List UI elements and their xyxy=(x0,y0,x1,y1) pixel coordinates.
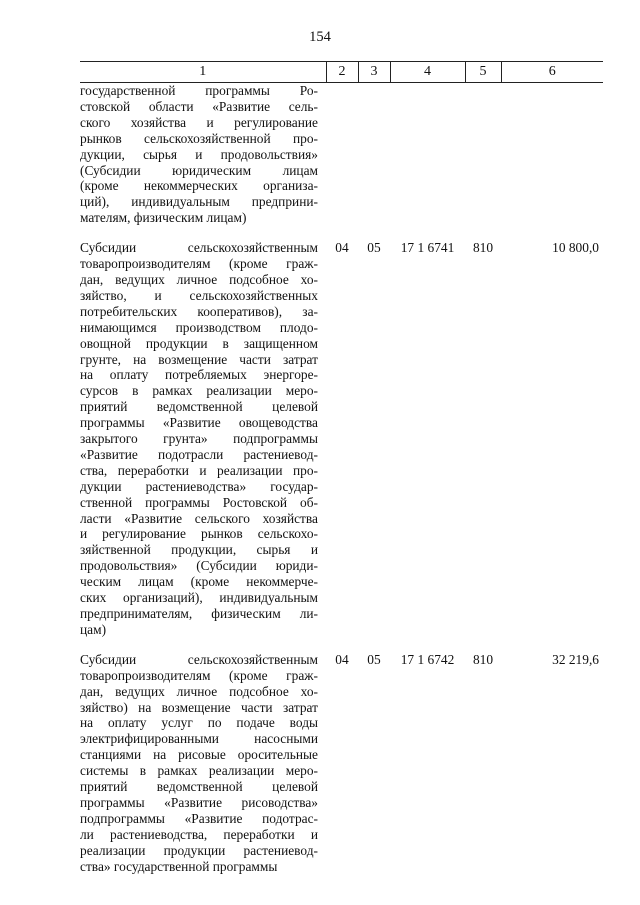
description-line: стовской области «Развитие сель- xyxy=(80,98,318,114)
header-row xyxy=(80,62,603,83)
description-line: ства» государственной программы xyxy=(80,858,278,874)
description-line: ческим лицам (кроме некоммерче- xyxy=(80,574,318,590)
column-header: 5 xyxy=(465,62,501,83)
description-line: зяйство, и сельскохозяйственных xyxy=(80,287,318,303)
description-line: государственной программы Ро- xyxy=(80,83,318,98)
amount-value: 10 800,0 xyxy=(552,240,599,256)
expense-type-code: 810 xyxy=(472,240,494,256)
description-line: грунте, на возмещение части затрат xyxy=(80,351,318,367)
subsection-code: 05 xyxy=(367,651,381,667)
column-header: 1 xyxy=(80,62,326,83)
page-number: 154 xyxy=(309,29,331,45)
description-line: сурсов в рамках реализации меро- xyxy=(80,383,318,399)
description-line: ласти «Развитие сельского хозяйства xyxy=(80,510,318,526)
description-line: потребительских кооперативов), за- xyxy=(80,303,318,319)
description-line: дан, ведущих личное подсобное хо- xyxy=(80,271,318,287)
subsection-code: 05 xyxy=(367,240,381,256)
target-article-code: 17 1 6742 xyxy=(400,651,455,667)
description-line: приятий ведомственной целевой xyxy=(80,399,318,415)
description-line: дукции, сырья и продовольствия» xyxy=(80,146,318,162)
description-line: ли растениеводства, переработки и xyxy=(80,826,318,842)
table-row xyxy=(80,226,603,638)
row-description xyxy=(80,83,326,227)
row-description xyxy=(80,638,326,875)
description-line: «Развитие подотрасли растениевод- xyxy=(80,446,318,462)
column-header: 4 xyxy=(390,62,465,83)
description-line: программы «Развитие овощеводства xyxy=(80,415,318,431)
description-line: программы «Развитие рисоводства» xyxy=(80,794,318,810)
description-line: предпринимателям, физическим ли- xyxy=(80,606,318,621)
column-header: 3 xyxy=(358,62,390,83)
description-line: ских организаций), индивидуальным xyxy=(80,590,318,606)
section-code: 04 xyxy=(335,651,349,667)
budget-table xyxy=(80,61,603,875)
column-header: 6 xyxy=(501,62,603,83)
description-line: закрытого грунта» подпрограммы xyxy=(80,431,318,447)
description-line: дан, ведущих личное подсобное хо- xyxy=(80,683,318,699)
description-line: продовольствия» (Субсидии юриди- xyxy=(80,558,318,574)
description-line: нимающимся производством плодо- xyxy=(80,319,318,335)
description-line: системы в рамках реализации меро- xyxy=(80,763,318,779)
description-line: Субсидии сельскохозяйственным xyxy=(80,240,318,256)
amount-value xyxy=(501,83,603,227)
table-row xyxy=(80,638,603,875)
description-line: электрифицированными насосными xyxy=(80,731,318,747)
description-line: станциями на рисовые оросительные xyxy=(80,747,318,763)
description-line: приятий ведомственной целевой xyxy=(80,779,318,795)
description-line: ства, переработки и реализации про- xyxy=(80,462,318,478)
description-line: (Субсидии юридическим лицам xyxy=(80,162,318,178)
column-header: 2 xyxy=(326,62,358,83)
description-line: мателям, физическим лицам) xyxy=(80,210,247,226)
description-line: на оплату потребляемых энергоре- xyxy=(80,367,318,383)
table-row xyxy=(80,83,603,227)
description-line: товаропроизводителям (кроме граж- xyxy=(80,667,318,683)
description-line: товаропроизводителям (кроме граж- xyxy=(80,256,318,272)
section-code: 04 xyxy=(335,240,349,256)
description-line: ственной программы Ростовской об- xyxy=(80,494,318,510)
amount-value: 32 219,6 xyxy=(552,651,599,667)
description-line: рынков сельскохозяйственной про- xyxy=(80,130,318,146)
expense-type-code: 810 xyxy=(472,651,494,667)
section-code xyxy=(326,83,358,227)
expense-type-code xyxy=(465,83,501,227)
description-line: зяйство) на возмещение части затрат xyxy=(80,699,318,715)
subsection-code xyxy=(358,83,390,227)
description-line: ского хозяйства и регулирование xyxy=(80,114,318,130)
description-line: (кроме некоммерческих организа- xyxy=(80,178,318,194)
description-line: дукции растениеводства» государ- xyxy=(80,478,318,494)
target-article-code: 17 1 6741 xyxy=(400,240,455,256)
description-line: и регулирование рынков сельскохо- xyxy=(80,526,318,542)
description-line: на оплату услуг по подаче воды xyxy=(80,715,318,731)
description-line: ций), индивидуальным предприни- xyxy=(80,194,318,210)
description-line: цам) xyxy=(80,621,107,637)
description-line: Субсидии сельскохозяйственным xyxy=(80,651,318,667)
description-line: овощной продукции в защищенном xyxy=(80,335,318,351)
description-line: реализации продукции растениевод- xyxy=(80,842,318,858)
row-description xyxy=(80,226,326,638)
description-line: подпрограммы «Развитие подотрас- xyxy=(80,810,318,826)
description-line: зяйственной продукции, сырья и xyxy=(80,542,318,558)
target-article-code xyxy=(390,83,465,227)
